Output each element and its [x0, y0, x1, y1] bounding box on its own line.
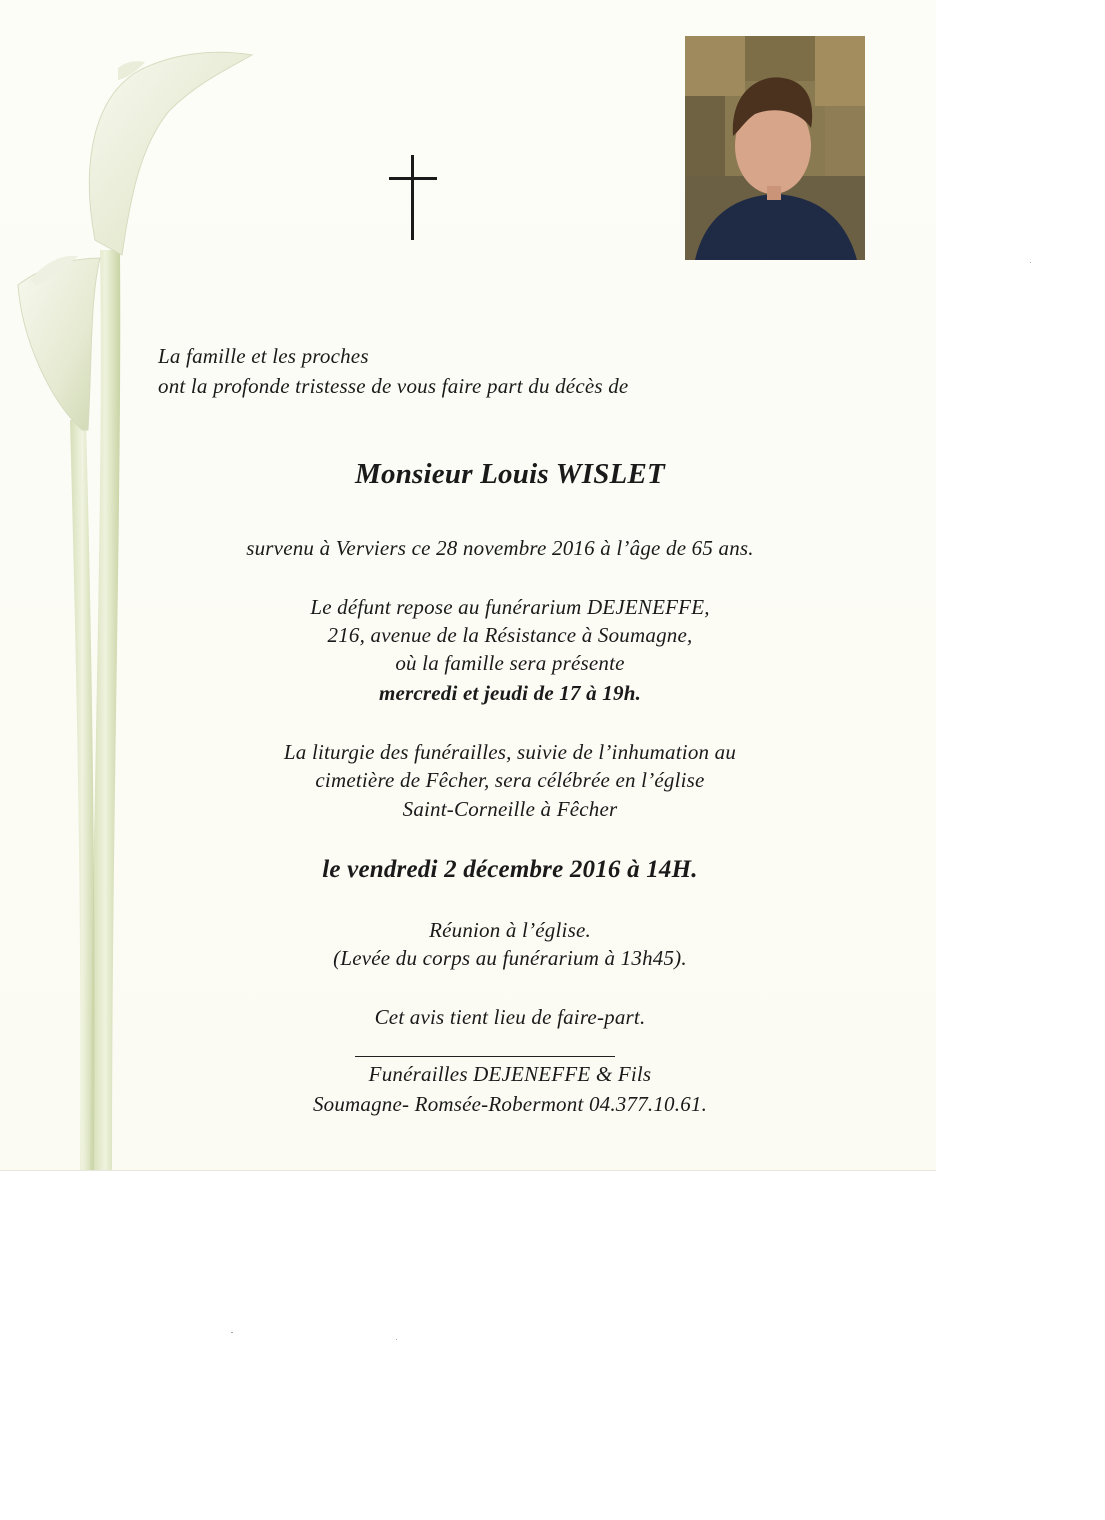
scan-speck [231, 1332, 233, 1333]
liturgy-line-2: cimetière de Fêcher, sera célébrée en l’église [315, 768, 705, 792]
liturgy-line-1: La liturgie des funérailles, suivie de l’inhumation au [283, 740, 737, 764]
undertaker-line-2: Soumagne- Romsée-Robermont 04.377.10.61. [312, 1092, 708, 1116]
liturgy-line-3: Saint-Corneille à Fêcher [402, 797, 618, 821]
cross-icon [385, 155, 441, 240]
deceased-name: Monsieur Louis WISLET [355, 458, 665, 490]
repose-line-3: où la famille sera présente [395, 651, 625, 675]
signature-divider [355, 1056, 615, 1057]
scan-speck [396, 1339, 397, 1340]
portrait-photo [685, 36, 865, 260]
calla-lily-icon [0, 0, 270, 1170]
meeting-line-1: Réunion à l’église. [429, 918, 591, 942]
intro-line-1: La famille et les proches [158, 344, 369, 368]
intro-line-2: ont la profonde tristesse de vous faire part du décès de [158, 374, 629, 398]
repose-line-1: Le défunt repose au funérarium DEJENEFFE, [310, 595, 710, 619]
visiting-hours: mercredi et jeudi de 17 à 19h. [378, 681, 642, 705]
repose-line-2: 216, avenue de la Résistance à Soumagne, [327, 623, 693, 647]
death-info: survenu à Verviers ce 28 novembre 2016 à l’âge de 65 ans. [246, 536, 754, 560]
scan-speck [1030, 262, 1031, 263]
meeting-line-2: (Levée du corps au funérarium à 13h45). [333, 946, 687, 970]
notice-line: Cet avis tient lieu de faire-part. [374, 1005, 646, 1029]
undertaker-line-1: Funérailles DEJENEFFE & Fils [368, 1062, 652, 1086]
funeral-date: le vendredi 2 décembre 2016 à 14H. [322, 856, 698, 883]
